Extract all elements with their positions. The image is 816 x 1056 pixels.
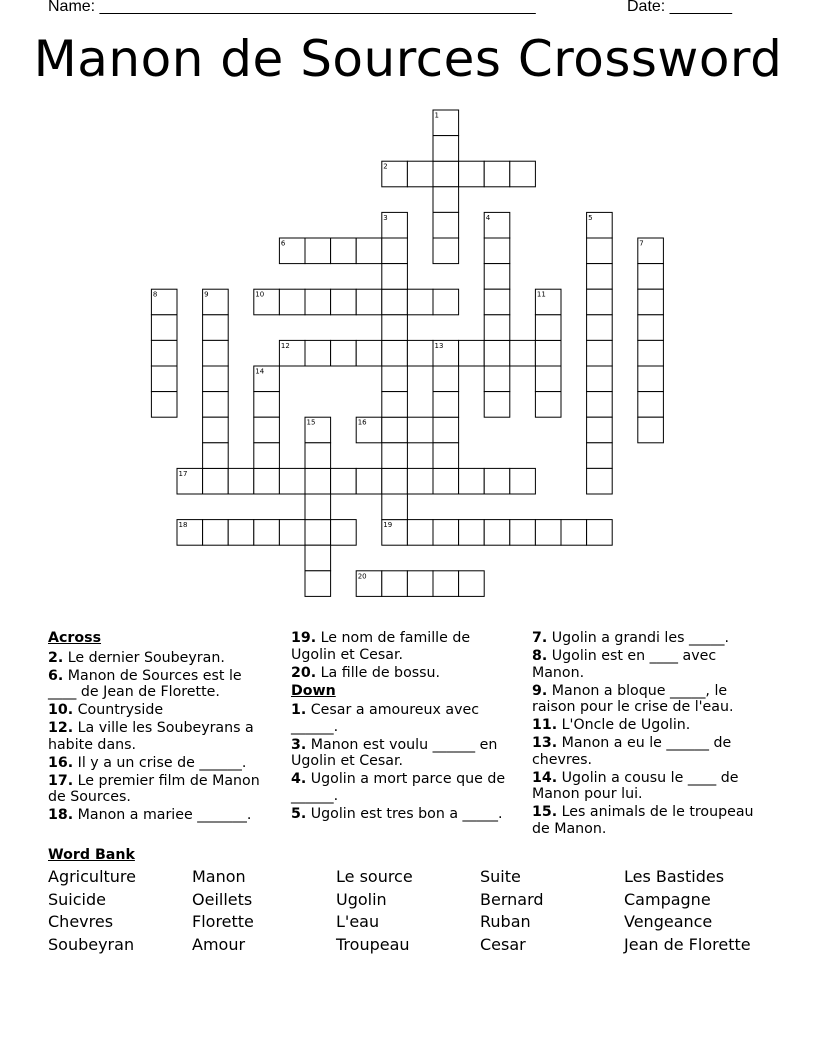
clue-text: Cesar a amoureux avec ______.	[291, 702, 479, 735]
word-bank-word: Suite	[480, 867, 521, 886]
grid-cell[interactable]	[587, 520, 613, 546]
down-clue-list-continued	[532, 630, 768, 837]
grid-cell[interactable]	[279, 468, 305, 494]
date-field-label: Date: _______	[627, 0, 732, 15]
cell-number: 6	[280, 239, 286, 248]
clue-number: 16.	[48, 754, 74, 771]
clue-number: 20.	[291, 664, 317, 681]
clue-item	[48, 702, 273, 719]
grid-cell[interactable]	[433, 289, 459, 315]
clue-number: 6.	[48, 667, 64, 684]
grid-cell[interactable]	[638, 264, 664, 290]
clue-item	[291, 771, 513, 804]
grid-cell[interactable]	[356, 238, 382, 264]
clue-number: 8.	[532, 648, 548, 664]
clue-item	[532, 683, 768, 716]
grid-cell[interactable]	[203, 520, 229, 546]
clue-item	[48, 773, 273, 806]
grid-cell[interactable]	[151, 315, 177, 341]
word-bank-word: Cesar	[480, 935, 526, 955]
clue-text: Manon a mariee _______.	[73, 807, 252, 823]
grid-cell[interactable]	[228, 520, 254, 546]
name-field-label: Name: _________________________________________________	[48, 0, 536, 15]
grid-cell[interactable]	[433, 187, 459, 213]
clue-number: 18.	[48, 807, 74, 823]
grid-cell[interactable]	[638, 289, 664, 315]
grid-cell[interactable]	[305, 571, 331, 597]
grid-cell[interactable]	[459, 340, 485, 366]
clue-item	[532, 770, 768, 803]
grid-cell[interactable]	[433, 571, 459, 597]
clue-number: 9.	[532, 682, 548, 699]
grid-cell[interactable]	[382, 417, 408, 443]
grid-cell[interactable]	[305, 340, 331, 366]
clue-text: Manon a bloque _____, le raison pour le crise de l'eau.	[532, 682, 734, 715]
grid-cell[interactable]	[228, 468, 254, 494]
word-bank-word: Jean de Florette	[624, 935, 751, 955]
grid-cell[interactable]	[203, 315, 229, 341]
grid-cell[interactable]	[331, 520, 357, 546]
across-clue-list-continued	[291, 630, 513, 681]
grid-cell[interactable]	[203, 366, 229, 392]
clue-item	[48, 668, 273, 701]
grid-cell[interactable]	[587, 443, 613, 469]
grid-cell[interactable]	[151, 340, 177, 366]
cell-number: 4	[485, 213, 491, 222]
grid-cell[interactable]	[587, 392, 613, 418]
clue-item	[48, 755, 273, 772]
grid-cell[interactable]	[331, 289, 357, 315]
grid-cell[interactable]	[203, 468, 229, 494]
grid-cell[interactable]	[638, 392, 664, 418]
clue-item	[291, 665, 513, 682]
word-bank-word: Ruban	[480, 912, 531, 932]
grid-cell[interactable]	[484, 340, 510, 366]
clue-text: Ugolin est tres bon a _____.	[306, 805, 503, 822]
cell-number: 5	[588, 213, 593, 222]
grid-cell[interactable]	[484, 264, 510, 290]
grid-cell[interactable]	[382, 443, 408, 469]
clue-item	[532, 735, 768, 768]
grid-cell[interactable]	[407, 571, 433, 597]
clue-number: 12.	[48, 720, 74, 736]
grid-cell[interactable]	[382, 289, 408, 315]
grid-cell[interactable]	[587, 238, 613, 264]
grid-cell[interactable]	[382, 571, 408, 597]
grid-cell[interactable]	[356, 289, 382, 315]
grid-cell[interactable]	[433, 417, 459, 443]
clue-text: Il y a un crise de ______.	[73, 754, 247, 771]
grid-cell[interactable]	[382, 494, 408, 520]
clue-column-1	[48, 630, 273, 825]
clue-number: 19.	[291, 630, 317, 646]
cell-number: 11	[536, 290, 546, 299]
clue-number: 10.	[48, 702, 74, 718]
grid-cell[interactable]	[433, 238, 459, 264]
word-bank-word: Suicide	[48, 889, 106, 909]
clue-text: Ugolin a grandi les _____.	[547, 630, 729, 646]
grid-cell[interactable]	[305, 289, 331, 315]
grid-cell[interactable]	[535, 340, 561, 366]
clue-number: 15.	[532, 804, 558, 820]
grid-cell[interactable]	[459, 520, 485, 546]
clue-text: Countryside	[73, 702, 164, 718]
word-bank-word: Vengeance	[624, 912, 713, 932]
clue-item	[532, 804, 768, 837]
clue-number: 5.	[291, 805, 307, 822]
cell-number: 10	[255, 290, 265, 299]
grid-cell[interactable]	[305, 520, 331, 546]
cell-number: 20	[357, 572, 367, 581]
grid-cell[interactable]	[484, 315, 510, 341]
grid-cell[interactable]	[331, 468, 357, 494]
grid-cell[interactable]	[254, 468, 280, 494]
grid-cell[interactable]	[382, 392, 408, 418]
grid-cell[interactable]	[535, 520, 561, 546]
cell-number: 12	[280, 341, 290, 350]
word-bank-word: Oeillets	[192, 889, 253, 909]
page-title: Manon de Sources Crossword	[33, 30, 783, 88]
clue-text: Les animals de le troupeau de Manon.	[532, 804, 754, 837]
grid-cell[interactable]	[356, 468, 382, 494]
down-heading: Down	[291, 682, 336, 699]
grid-cell[interactable]	[484, 366, 510, 392]
word-bank-row	[48, 912, 768, 935]
grid-cell[interactable]	[484, 161, 510, 187]
grid-cell[interactable]	[484, 392, 510, 418]
grid-cell[interactable]	[510, 161, 536, 187]
cell-number: 13	[434, 341, 444, 350]
grid-cell[interactable]	[382, 264, 408, 290]
grid-cell[interactable]	[459, 161, 485, 187]
grid-cell[interactable]	[459, 468, 485, 494]
grid-cell[interactable]	[407, 161, 433, 187]
cell-number: 15	[306, 418, 316, 427]
grid-cell[interactable]	[638, 417, 664, 443]
clue-text: Manon a eu le ______ de chevres.	[532, 735, 732, 768]
clue-number: 3.	[291, 736, 307, 753]
grid-cell[interactable]	[382, 340, 408, 366]
word-bank-heading: Word Bank	[48, 847, 135, 863]
cell-number: 1	[434, 111, 439, 120]
across-clue-list	[48, 650, 273, 824]
clue-column-2	[291, 630, 513, 824]
clue-item	[532, 717, 768, 734]
grid-cell[interactable]	[510, 468, 536, 494]
clue-item	[291, 702, 513, 735]
grid-cell[interactable]	[638, 366, 664, 392]
grid-cell[interactable]	[382, 468, 408, 494]
word-bank-word: Troupeau	[336, 935, 410, 955]
clue-text: Manon de Sources est le ____ de Jean de Florette.	[48, 667, 242, 700]
clue-item	[291, 806, 513, 823]
grid-cell[interactable]	[587, 468, 613, 494]
word-bank-word: Chevres	[48, 912, 114, 932]
grid-cell[interactable]	[356, 340, 382, 366]
clue-number: 4.	[291, 771, 307, 787]
grid-cell[interactable]	[203, 443, 229, 469]
word-bank	[48, 867, 768, 958]
clue-text: L'Oncle de Ugolin.	[557, 717, 691, 733]
cell-number: 17	[178, 469, 188, 478]
clue-number: 13.	[532, 735, 558, 751]
grid-cell[interactable]	[587, 289, 613, 315]
word-bank-word: Manon	[192, 867, 246, 886]
grid-cell[interactable]	[305, 238, 331, 264]
grid-cell[interactable]	[407, 468, 433, 494]
clue-number: 2.	[48, 649, 64, 666]
grid-cell[interactable]	[407, 417, 433, 443]
down-clue-list	[291, 702, 513, 822]
grid-cell[interactable]	[407, 340, 433, 366]
grid-cell[interactable]	[279, 289, 305, 315]
clue-number: 1.	[291, 702, 307, 718]
cell-number: 18	[178, 521, 188, 530]
grid-cell[interactable]	[433, 443, 459, 469]
across-heading: Across	[48, 630, 102, 646]
clue-item	[291, 630, 513, 663]
cell-number: 3	[383, 213, 388, 222]
word-bank-word: Campagne	[624, 889, 711, 909]
grid-cell[interactable]	[484, 520, 510, 546]
word-bank-word: Soubeyran	[48, 935, 135, 955]
clue-text: Ugolin a mort parce que de ______.	[291, 771, 506, 804]
grid-cell[interactable]	[510, 340, 536, 366]
word-bank-word: Le source	[336, 867, 413, 886]
grid-cell[interactable]	[433, 212, 459, 238]
grid-cell[interactable]	[433, 392, 459, 418]
cell-number: 7	[639, 239, 644, 248]
word-bank-word: Agriculture	[48, 867, 136, 886]
word-bank-word: Bernard	[480, 889, 544, 909]
word-bank-word: Ugolin	[336, 889, 387, 909]
grid-cell[interactable]	[305, 443, 331, 469]
grid-cell[interactable]	[331, 238, 357, 264]
clue-text: La ville les Soubeyrans a habite dans.	[48, 720, 254, 753]
clue-item	[532, 630, 768, 647]
clue-text: Le dernier Soubeyran.	[63, 649, 225, 666]
grid-cell[interactable]	[254, 443, 280, 469]
clue-text: Ugolin est en ____ avec Manon.	[532, 648, 717, 681]
grid-cell[interactable]	[151, 392, 177, 418]
grid-cell[interactable]	[587, 366, 613, 392]
grid-cell[interactable]	[203, 417, 229, 443]
clue-item	[48, 807, 273, 824]
grid-cell[interactable]	[331, 340, 357, 366]
clue-item	[532, 648, 768, 681]
grid-cell[interactable]	[382, 238, 408, 264]
clue-text: Le premier film de Manon de Sources.	[48, 772, 260, 805]
clue-number: 7.	[532, 630, 548, 646]
grid-cell[interactable]	[279, 520, 305, 546]
clue-text: Ugolin a cousu le ____ de Manon pour lui.	[532, 769, 739, 802]
grid-cell[interactable]	[587, 264, 613, 290]
grid-cell[interactable]	[433, 520, 459, 546]
grid-cell[interactable]	[382, 366, 408, 392]
grid-cell[interactable]	[561, 520, 587, 546]
clue-number: 17.	[48, 772, 74, 789]
grid-cell[interactable]	[638, 315, 664, 341]
clue-item	[48, 650, 273, 667]
clue-number: 11.	[532, 717, 558, 733]
cell-number: 14	[255, 367, 265, 376]
cell-number: 19	[383, 521, 393, 530]
grid-cell[interactable]	[305, 545, 331, 571]
word-bank-word: Florette	[192, 912, 254, 932]
grid-cell[interactable]	[459, 571, 485, 597]
grid-cell[interactable]	[535, 315, 561, 341]
clue-text: Manon est voulu ______ en Ugolin et Cesar.	[291, 736, 498, 769]
grid-cell[interactable]	[638, 340, 664, 366]
grid-cell[interactable]	[484, 289, 510, 315]
cell-number: 9	[204, 290, 209, 299]
clue-text: Le nom de famille de Ugolin et Cesar.	[291, 630, 471, 663]
grid-cell[interactable]	[254, 417, 280, 443]
word-bank-row	[48, 890, 768, 913]
cell-number: 2	[383, 162, 388, 171]
grid-cell[interactable]	[382, 315, 408, 341]
word-bank-word: Les Bastides	[624, 867, 725, 886]
clue-number: 14.	[532, 769, 558, 786]
grid-cell[interactable]	[203, 340, 229, 366]
grid-cell[interactable]	[484, 238, 510, 264]
word-bank-row	[48, 867, 768, 890]
grid-cell[interactable]	[433, 136, 459, 162]
cell-number: 8	[152, 290, 158, 299]
clue-item	[48, 720, 273, 753]
grid-cell[interactable]	[587, 340, 613, 366]
grid-cell[interactable]	[433, 366, 459, 392]
grid-cell[interactable]	[587, 315, 613, 341]
grid-cell[interactable]	[305, 494, 331, 520]
grid-cell[interactable]	[305, 468, 331, 494]
grid-cell[interactable]	[535, 366, 561, 392]
grid-cell[interactable]	[535, 392, 561, 418]
grid-cell[interactable]	[433, 468, 459, 494]
grid-cell[interactable]	[407, 289, 433, 315]
cell-number: 16	[357, 418, 367, 427]
grid-cell[interactable]	[407, 520, 433, 546]
grid-cell[interactable]	[587, 417, 613, 443]
word-bank-word: Amour	[192, 935, 246, 955]
word-bank-row	[48, 935, 768, 958]
grid-cell[interactable]	[433, 161, 459, 187]
grid-cell[interactable]	[151, 366, 177, 392]
word-bank-word: L'eau	[336, 912, 380, 932]
grid-cell[interactable]	[254, 520, 280, 546]
clue-text: La fille de bossu.	[316, 664, 441, 681]
grid-cell[interactable]	[510, 520, 536, 546]
grid-cell[interactable]	[203, 392, 229, 418]
grid-cell[interactable]	[484, 468, 510, 494]
grid-cell[interactable]	[254, 392, 280, 418]
clue-item	[291, 737, 513, 770]
clue-column-3	[532, 630, 768, 839]
